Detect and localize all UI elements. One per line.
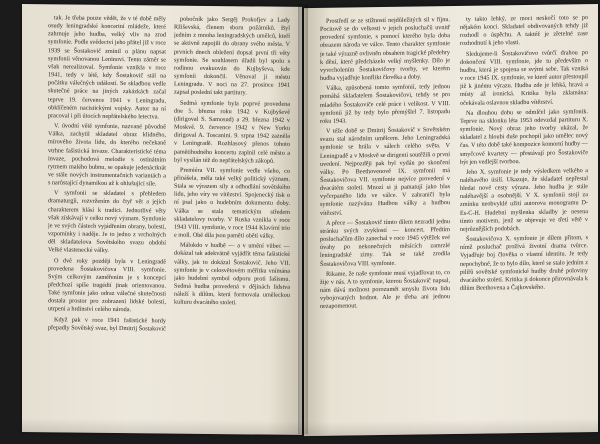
paragraph: ty takto lehký, ze moci neskočí toto se po nějakém konci. Skladatel obdivovaných tehdy již rozhodl o úspěchu. A taktéž je zřetelné zase rozhodnutí k jeho vlasti. [460,14,588,48]
paragraph: Když pak v roce 1941 fašistické hordy přepadly Sovětský svaz, byl Dmitrij Šostakovič [48,315,166,333]
left-page-column-2 [174,16,290,427]
paragraph: Šostakovičova X. symfonie je dílem přitom, s nímž posluchač prožívá životní drama tvůrce. Vyjadřuje boj člověka o vlastní identitu. Je tedy nepochybné, že to bylo dílo, které se stalo jedním z pilířů sovětské symfonické hudby druhé poloviny dvacátého století. Kritika ji dokonce přirovnávala k dílům Beethovena a Čajkovského. [460,234,588,292]
paragraph: Sledujeme-li Šostakovičovo tvůrčí drahou po dokončení VIII. symfonie, jde tu především o hudbu, která je spojena se svými sebe. Tak vzniká v roce 1945 IX. symfonie, ve které autor přestoupil již k jinému výrazu. Hudba zde je lehká, hravá a místy až ironická. Kritika byla zklamána: očekávala oslavnou skladbu vítězství. [460,48,588,107]
paragraph: O dvě roky později byla v Leningradě provedena Šostakovičova VIII. symfonie. Svým celkovým zaměřením je s koncepcí předchozí spíše tragédií jinak orientovanou. Také symfonie jako odraz válečné skutečnosti dostala prostor pro zobrazení lidské bolesti, utrpení a hrdinství celého národa. [48,256,166,314]
paragraph: Málokdo v hudbě — a v umění vůbec — dokázal tak adekvátně vyjádřit téma fašistické války, jak to dokázal Šostakovič. Jeho VII. symfonie je v celosvětovém měřítku vnímána jako hudební symbol odporu proti fašismu. Sedmá hudba provedená v dějinách lidstva náleží k dílům, která formovala uměleckou kulturu dvacátého století. [174,241,290,307]
booklet-spread [22,4,598,434]
paragraph: Na dlouhou dobu se odmlčel jako symfonik. Teprve na sklonku léta 1953 odevzdal partituru X. symfonie. Nový obraz jeho tvorby ukázal, že skladatel z hloubi duše pochopil jako umělec nový čas. V této době také kompozice komorní hudby — smyčcové kvartety — přestávají pro Šostakoviče být jen vedlejší tvorbou. [460,107,588,166]
paragraph: A přece — Šostakovič tímto dílem nezradil jednu stránku svých zvyklostí — koncert. Předtím posluchačům dílo zanechal v roce 1945 výtěžek své úvahy po nekonečných měsících zamrzlé leningradské zimy. Tak se také zrodila Šostakovičova VIII. symfonie. [320,217,450,268]
paragraph: tak. Je třeba pouze vědět, že v té době měly osudy leningradské koncertní mládeže, které zahrnuje jeho hudba, velký vliv na zrod symfonie. Podle svědectví jeho přátel již v roce 1939 se Šostakovič zmínil o plánu napsat symfonii věnovanou Leninovi. Tento záměr se však nerealizoval. Symfonie vznikla v roce 1941, tedy v létě, kdy Šostakovič stál na počátku válečných událostí. Se skladbou vedle skutečné práce na jiných zakázkách začal teprve 19. července 1941 v Leningradu, obklíčeném nacistickými vojsky. Autor na ní pracoval i při útocích nepřátelského letectva. [48,14,166,121]
left-page [22,4,302,435]
paragraph: Válka, způsobená tomto symfonií, tedy jednou pomáhá skladatelem Šostakovičovi, tehdy se pro mladého Šostakoviče celé práce i velikost. V VIII. symfonii již by tedy bylo přemýšlel 7. listopadu roku 1943. [320,83,450,125]
paragraph: V téže době se Dmitrij Šostakovič v Sovětském svazu stal národním umělcem. Jeho Leningradská symfonie se hrála v sálech celého světa. V Leningradě a v Moskvě se dirigenti soutěžili o první uvedení. Nejpozději pak byl vydán po skončení války. Po Beethovenově IX. symfonii má Šostakovičova VII. symfonie nejvíce provedení v dvacátém století. Mnozí si ji pamatují jako hlas vyčerpaného lidu ve válce. V zahraničí byla symfonie nazývána Hudbou války a hudbou vítězství. [320,126,450,217]
paragraph: Jeho X. symfonie je tedy výsledkem velkého a naléhavého úsilí. Ukazuje, že skladatel nepřestal hledat nové cesty výrazu. Jeho hudba je stále naléhavější a osobnější. V X. symfonii stojí za zmínku neobvyklé užití autorova monogramu D-Es-C-H. Hudební myšlenka skladby je nesena tímto motivem, jenž se objevuje ve třetí větě v nejrůznějších podobách. [460,166,588,233]
right-page [304,4,598,436]
right-page-column-2 [460,14,588,426]
page-shadow [304,418,598,436]
paragraph: Sedmá symfonie byla poprvé provedena dne 5. března roku 1942 v Kujbyševě (dirigoval S. Samosud) a 29. března 1942 v Moskvě. 9. července 1942 v New Yorku dirigoval A. Toscanini. 9. srpna 1942 zazněla v Leningradě. Rozhlasový přenos tohoto pamětihodného koncertu zaplnil celé město a byl vysílán též do nepřátelských zákopů. [174,99,290,165]
paragraph: Rikame, že naše symfonie musí vyjadřovat to, co žije v nás. A to symfonie, kterou Šostakovič napsal, nám dává možnost porozumět smyslu života lidu vybojovaných hodnot. Ale je třeba ani jednou nezapomenout. [320,268,450,311]
page-shadow [22,418,302,435]
left-page-column-1 [48,14,166,425]
paragraph: Premiéra VII. symfonie vedle všeho, co přinášela, měla také velký politický význam. Stala se výrazem síly a odhodlání sovětského lidu, jeho víry ve vítězství. Spojenecký tisk o ní psal jako o hudebním dokumentu doby. Válka se stala tematickým středem skladatelovy tvorby. V Ruska vznikla v roce 1943 VIII. symfonie, v roce 1944 Klavírní trio e moll. Obě díla jsou pamětí obětí války. [174,166,290,240]
paragraph: pobočník jako Sergěj Prokofjev a Lady Ržiševská, členem sboru požárníků. Byl jedním z mnoha leningradských umělců, kteří se aktivně zapojili do obrany svého města. V prvních dnech obležení dopsal první tři věty symfonie. Se souhlasem úřadů byl spolu s rodinou evakuován do Kujbyševa, kde symfonii dokončil. Věnoval ji městu Leningradu. V noci na 27. prosince 1941 zapsal poslední takt partitury. [174,15,290,97]
paragraph: Prostředí se ze stížností nejdůležitých sil v říjnu. Pocitově se do velkosti v jejich posluchačů uvnitř provedení symfonie, s pomocí kterého byla doba obrazem národa ve válce. Tento charakter symfonie je také výrazně ovlivněn obsahem tragické předehry k dění, které předcházelo velký myšlenky. Dílo je vyvrcholením Šostakovičovy tvorby, ve kterém hudba vyjadřuje konflikt člověka a doby. [320,16,450,82]
paragraph: V. úvodní větě symfonie, nazvané původně Válka, zachytil skladatel obraz klidného, mírového života lidu, do kterého nečekaně vtrhne fašistická invaze. Charakteristické téma invaze, pochodová melodie s ostinátním rytmem malého bubnu, se opakuje jedenáctkrát ve stále nových instrumentačních variantách a s narůstající dynamikou až k ohlušující síle. [48,122,166,188]
right-page-column-1 [320,16,450,428]
book-gutter [298,4,308,434]
paragraph: V symfonii se skladatel s přehledem dramaturgii, rozvržením do čtyř vět a jejich charakterem hlásí k tradici. Jednotlivé věty však získávají v celku nový význam. Symfonie je ve svých částech vyjádřením obrany, bolesti, vzpomínky i naděje. Je to jedno z vrcholných děl skladatelova Sovětského svazu období Velké vlastenecké války. [48,189,166,255]
